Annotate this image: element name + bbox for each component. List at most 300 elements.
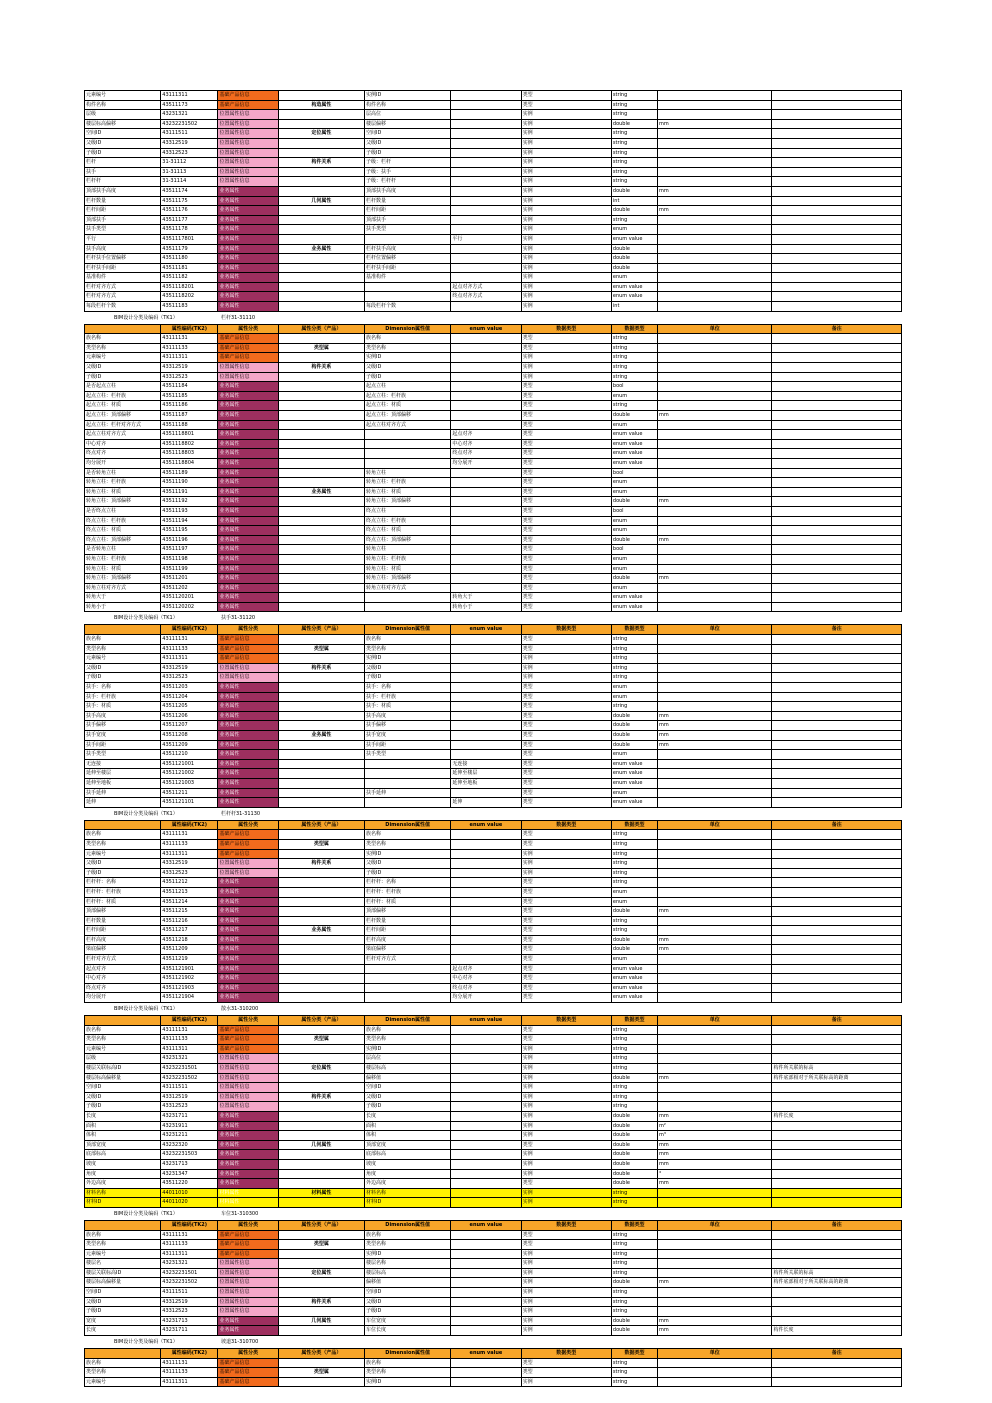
table-cell: double [611,244,657,254]
table-cell: string [611,1307,657,1317]
group-cell [278,711,364,721]
table-cell: 转角立柱：顶部偏移 [365,574,451,584]
table-cell [772,593,902,603]
table-row [85,334,902,344]
table-cell: 类型名称 [85,839,161,849]
table-header-row [85,820,902,830]
table-cell: 业务属性 [218,497,278,507]
table-cell: 顶部宽度 [365,1140,451,1150]
section-title [84,1336,902,1348]
table-cell [451,516,521,526]
table-cell: ° [658,1169,772,1179]
table-row [85,574,902,584]
table-cell: string [611,1025,657,1035]
group-cell: 构件关系 [278,363,364,373]
header-cell: 属性分类 [218,1016,278,1026]
table-cell [772,343,902,353]
table-cell: 43111131 [161,635,218,645]
table-cell [658,1288,772,1298]
table-cell [451,673,521,683]
table-cell [365,798,451,808]
table-cell [451,839,521,849]
table-cell: 43111133 [161,343,218,353]
table-cell: 栏杆杆：名称 [85,878,161,888]
table-cell: 类型 [521,907,611,917]
table-cell: 位置属性信息 [218,1268,278,1278]
table-cell: double [611,535,657,545]
table-cell [451,1054,521,1064]
table-cell [451,564,521,574]
table-row [85,859,902,869]
table-cell [658,983,772,993]
table-cell [658,1307,772,1317]
group-cell [278,1044,364,1054]
table-cell [365,983,451,993]
table-cell: 每段栏杆个数 [85,302,161,312]
table-row [85,1064,902,1074]
section-caption: BIM设计分类及编码（TK1） [114,314,178,321]
table-row [85,974,902,984]
table-cell [451,206,521,216]
table-cell: enum [611,478,657,488]
table-cell [772,798,902,808]
table-cell: 扶手高度 [85,711,161,721]
table-cell: 栏杆间距 [85,206,161,216]
table-row [85,167,902,177]
table-cell [658,1064,772,1074]
table-cell: 4351121003 [161,778,218,788]
table-cell [451,186,521,196]
header-cell: 属性分类（产品） [278,324,364,334]
table-cell [772,100,902,110]
table-cell: 类型 [521,945,611,955]
table-row [85,878,902,888]
table-cell [451,353,521,363]
table-cell: 楼层标高偏移量 [85,1278,161,1288]
table-cell: 转角立柱：材质 [365,564,451,574]
group-cell [278,983,364,993]
header-cell: 备注 [772,1016,902,1026]
table-cell: 子级ID [365,868,451,878]
table-cell [365,292,451,302]
table-cell: double [611,1159,657,1169]
table-cell: 位置属性信息 [218,673,278,683]
table-cell [658,225,772,235]
table-cell: 子级ID [365,1307,451,1317]
table-cell: int [611,302,657,312]
table-cell: double [611,1150,657,1160]
table-cell: 类型 [521,721,611,731]
table-cell [658,516,772,526]
table-cell [451,1230,521,1240]
table-cell: 体积 [85,1131,161,1141]
table-cell: 业务属性 [218,769,278,779]
table-cell [772,225,902,235]
table-cell [365,234,451,244]
table-row [85,545,902,555]
table-cell: 业务属性 [218,964,278,974]
table-cell: 43312523 [161,673,218,683]
group-cell: 构件关系 [278,158,364,168]
table-row [85,1368,902,1378]
group-cell [278,955,364,965]
table-cell: 终点立柱：材质 [85,526,161,536]
table-row [85,234,902,244]
table-row [85,186,902,196]
table-cell [365,759,451,769]
table-cell [772,487,902,497]
table-cell: 基准构件 [85,273,161,283]
table-cell: m² [658,1121,772,1131]
table-cell [451,1297,521,1307]
table-cell: 43111311 [161,91,218,101]
section-caption: BIM设计分类及编码（TK1） [114,615,178,622]
table-cell [451,1240,521,1250]
table-row [85,497,902,507]
table-cell: 父级ID [85,138,161,148]
table-header-row [85,625,902,635]
group-cell [278,234,364,244]
table-cell: 子级ID [365,1102,451,1112]
table-cell [658,692,772,702]
table-cell: 宽度 [85,1316,161,1326]
table-row [85,196,902,206]
table-cell: 业务属性 [218,545,278,555]
table-cell: enum value [611,759,657,769]
table-cell: 4351121002 [161,769,218,779]
table-cell: 类型 [521,740,611,750]
table-row [85,830,902,840]
table-cell [658,334,772,344]
table-cell: 类型 [521,644,611,654]
table-cell: double [611,186,657,196]
table-cell: 材料名称 [365,1188,451,1198]
table-cell: 类型 [521,439,611,449]
table-cell [772,945,902,955]
table-cell: 扶手延伸 [365,788,451,798]
group-cell [278,1169,364,1179]
table-cell [451,343,521,353]
table-row [85,868,902,878]
table-cell: 基础产品信息 [218,91,278,101]
group-cell [278,564,364,574]
table-cell: string [611,1102,657,1112]
table-cell: 43232231502 [161,1278,218,1288]
table-cell: 栏杆数量 [85,916,161,926]
table-cell: 族名称 [365,1025,451,1035]
table-cell: 实例 [521,1169,611,1179]
table-cell: 栏杆间距 [365,926,451,936]
table-cell [451,535,521,545]
table-cell: 实例 [521,1377,611,1387]
table-cell: 类型 [521,458,611,468]
table-cell: string [611,167,657,177]
table-row [85,1083,902,1093]
table-cell [772,1150,902,1160]
table-cell: double [611,119,657,129]
table-cell: bool [611,468,657,478]
table-cell: 业务属性 [218,535,278,545]
table-cell [772,1035,902,1045]
table-cell [658,868,772,878]
table-cell: 元素编号 [85,1377,161,1387]
table-cell: 扶手类型 [85,225,161,235]
table-cell [772,158,902,168]
table-cell [451,740,521,750]
table-cell: string [611,100,657,110]
table-cell: 4351121001 [161,759,218,769]
table-cell [451,100,521,110]
group-cell [278,788,364,798]
table-cell: string [611,1083,657,1093]
table-cell: 子级ID [85,372,161,382]
table-row [85,282,902,292]
table-cell [772,1054,902,1064]
table-row [85,449,902,459]
table-cell [451,1278,521,1288]
table-cell: 实例 [521,1159,611,1169]
table-cell: 43511192 [161,497,218,507]
table-cell: 子级ID [365,673,451,683]
table-cell [772,583,902,593]
table-cell: 43511208 [161,731,218,741]
table-cell [451,196,521,206]
group-cell [278,91,364,101]
group-cell [278,993,364,1003]
table-cell: 起点对齐 [451,964,521,974]
table-cell: 基准构件 [365,273,451,283]
table-cell: 类型名称 [365,1240,451,1250]
table-cell: 43511212 [161,878,218,888]
table-cell: 栏杆扶手位置偏移 [85,254,161,264]
table-cell: 实例 [521,1316,611,1326]
table-cell: 43511177 [161,215,218,225]
table-cell [451,273,521,283]
table-cell: 梁底偏移 [365,945,451,955]
table-cell: double [611,574,657,584]
group-cell: 几何属性 [278,1316,364,1326]
table-cell: 43511180 [161,254,218,264]
group-cell [278,273,364,283]
table-cell: double [611,411,657,421]
table-cell: 业务属性 [218,731,278,741]
table-cell: 4351121101 [161,798,218,808]
table-cell [658,1297,772,1307]
table-cell: 族名称 [365,1230,451,1240]
table-cell [772,935,902,945]
table-row [85,138,902,148]
group-cell: 业务属性 [278,731,364,741]
table-cell: 类型 [521,926,611,936]
table-cell: 基础产品信息 [218,1025,278,1035]
table-cell: 业务属性 [218,468,278,478]
table-cell [772,692,902,702]
table-row [85,935,902,945]
table-cell: 43111511 [161,129,218,139]
table-cell: enum [611,897,657,907]
group-cell [278,372,364,382]
table-cell: 类型名称 [365,343,451,353]
table-cell: 子级ID [365,148,451,158]
table-cell: 43231711 [161,1326,218,1336]
table-cell: 类型 [521,916,611,926]
table-cell: string [611,663,657,673]
table-cell: 类型 [521,593,611,603]
table-cell: double [611,945,657,955]
table-cell: 基础产品信息 [218,635,278,645]
table-cell [365,458,451,468]
table-cell: string [611,177,657,187]
table-cell [772,391,902,401]
table-cell: 实例 [521,1131,611,1141]
table-cell: string [611,1240,657,1250]
table-cell: 类型 [521,692,611,702]
table-cell: 父级ID [365,138,451,148]
table-cell: 终点立柱：栏杆族 [365,516,451,526]
table-cell [772,839,902,849]
table-cell [451,1358,521,1368]
table-cell: 是否起点立柱 [85,382,161,392]
table-cell [772,353,902,363]
table-cell: 起点立柱：栏杆对齐方式 [85,420,161,430]
table-cell: 转角立柱：顶部偏移 [85,497,161,507]
table-cell: enum [611,683,657,693]
table-cell [658,1377,772,1387]
table-cell [451,167,521,177]
table-cell: 实例 [521,1198,611,1208]
table-cell: 4351118801 [161,430,218,440]
table-cell: 31-31113 [161,167,218,177]
group-cell [278,1111,364,1121]
table-cell [772,602,902,612]
table-cell: 业务属性 [218,254,278,264]
table-cell [772,535,902,545]
table-cell [451,263,521,273]
table-cell: enum [611,273,657,283]
table-cell: 实例 [521,1044,611,1054]
table-cell: 43511199 [161,564,218,574]
table-cell: 业务属性 [218,244,278,254]
table-cell: 业务属性 [218,759,278,769]
table-cell [451,545,521,555]
group-cell [278,148,364,158]
table-cell: 43511215 [161,907,218,917]
table-cell [658,1368,772,1378]
table-cell: 父级ID [365,1092,451,1102]
table-cell [658,1083,772,1093]
table-cell: 实例 [521,302,611,312]
table-cell: 实例 [521,1102,611,1112]
table-cell: 43511217 [161,926,218,936]
table-cell [772,244,902,254]
table-cell: 业务属性 [218,711,278,721]
header-cell: enum value [451,1016,521,1026]
table-cell [451,119,521,129]
group-cell [278,254,364,264]
table-row [85,468,902,478]
table-cell: 类型 [521,602,611,612]
table-cell: 43111133 [161,839,218,849]
table-cell: enum [611,225,657,235]
table-cell: 43111131 [161,1025,218,1035]
table-cell [772,955,902,965]
table-cell: mm [658,731,772,741]
table-cell: 体积 [365,1131,451,1141]
group-cell: 材料属性 [278,1188,364,1198]
table-cell: 位置属性信息 [218,119,278,129]
group-cell: 类型属 [278,1035,364,1045]
group-cell [278,769,364,779]
table-cell: 业务属性 [218,506,278,516]
group-cell [278,673,364,683]
table-cell: 43511202 [161,583,218,593]
table-cell: 43232231501 [161,1268,218,1278]
table-cell [451,158,521,168]
table-cell [658,583,772,593]
table-cell: 实例 [521,263,611,273]
table-cell: mm [658,497,772,507]
table-cell: 43511210 [161,750,218,760]
table-cell [451,1198,521,1208]
table-cell [772,554,902,564]
table-cell: 族名称 [85,1358,161,1368]
header-cell: 数据类型 [611,820,657,830]
table-cell: string [611,1377,657,1387]
table-cell [658,654,772,664]
header-cell: Dimension属性值 [365,324,451,334]
table-cell [451,583,521,593]
table-cell: 车位长度 [365,1326,451,1336]
table-row [85,254,902,264]
table-cell: 业务属性 [218,420,278,430]
table-cell [451,129,521,139]
table-cell: 栏杆杆：名称 [365,878,451,888]
table-cell: 均分展开 [85,458,161,468]
table-cell [772,526,902,536]
table-row [85,148,902,158]
table-cell: string [611,644,657,654]
table-cell: 起点立柱：材质 [85,401,161,411]
group-cell [278,964,364,974]
table-cell: 类型 [521,711,611,721]
group-cell: 构件关系 [278,1092,364,1102]
table-row [85,263,902,273]
table-cell: 起点立柱：栏杆族 [365,391,451,401]
table-cell: enum [611,564,657,574]
table-cell: 实例 [521,158,611,168]
table-cell: 位置属性信息 [218,1073,278,1083]
group-cell: 业务属性 [278,487,364,497]
group-cell [278,935,364,945]
header-cell: 备注 [772,324,902,334]
table-cell: 起点立柱对齐方式 [365,420,451,430]
header-cell [85,324,161,334]
table-cell: double [611,721,657,731]
table-cell: 转角大于 [85,593,161,603]
table-cell [772,740,902,750]
table-cell: 构件所关联的标高 [772,1268,902,1278]
group-cell [278,602,364,612]
table-cell: 4351121901 [161,964,218,974]
table-cell: 43232320 [161,1140,218,1150]
table-cell: 43312523 [161,1307,218,1317]
table-cell: 是否转角立柱 [85,545,161,555]
table-cell [772,420,902,430]
table-cell [772,1288,902,1298]
table-cell: 44011020 [161,1198,218,1208]
table-cell [772,1044,902,1054]
table-cell: 均分展开 [85,993,161,1003]
